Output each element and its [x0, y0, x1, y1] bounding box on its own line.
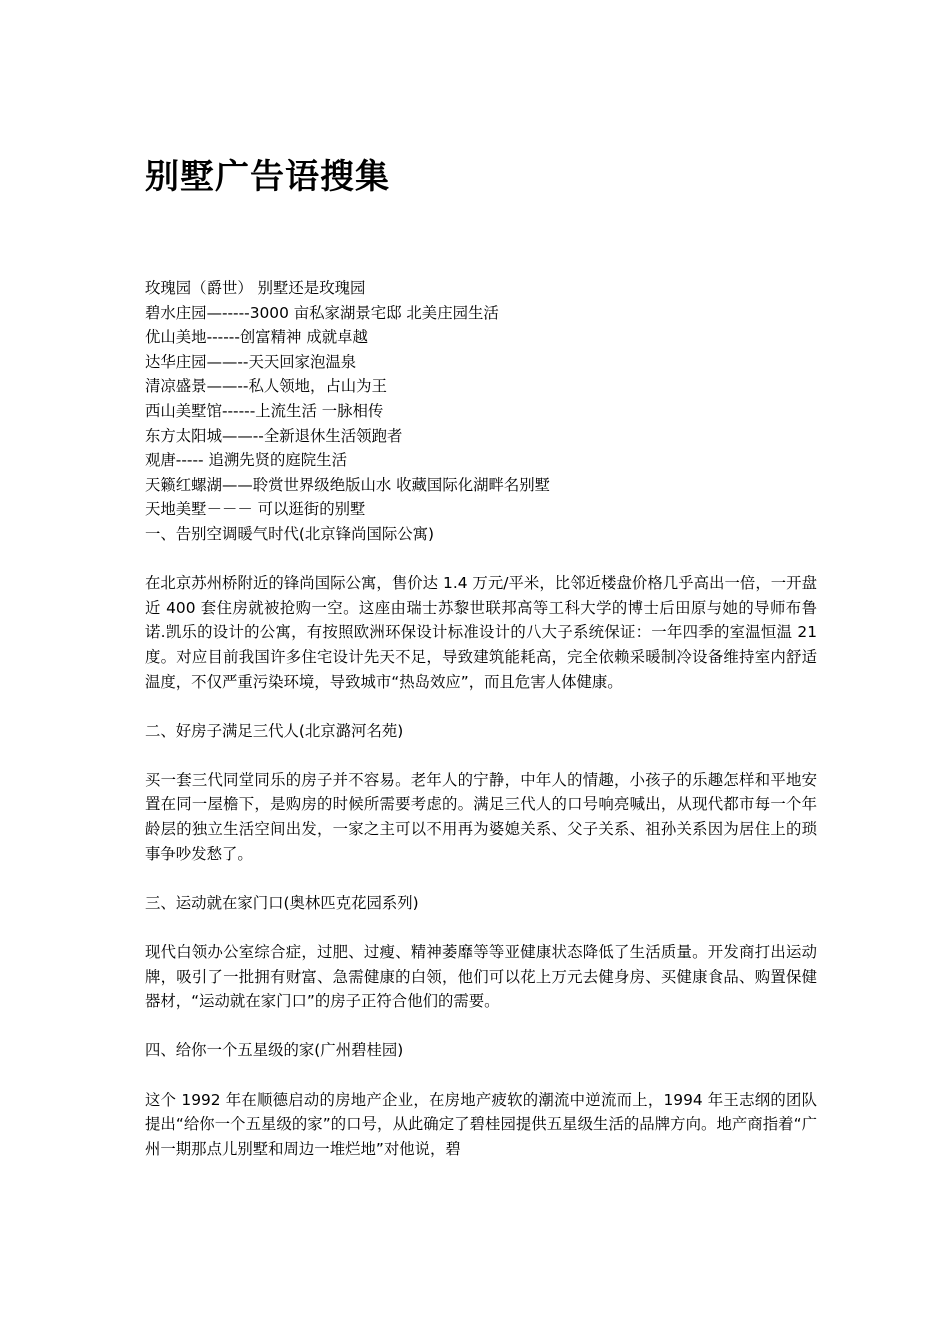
document-body [145, 276, 817, 1186]
slogan-line: 玫瑰园（爵世） 别墅还是玫瑰园 [145, 279, 366, 297]
document-title: 别墅广告语搜集 [145, 157, 390, 197]
slogan-line: 东方太阳城——--全新退休生活领跑者 [145, 426, 403, 445]
slogan-line: 西山美墅馆------上流生活 一脉相传 [145, 401, 384, 420]
slogan-line: 清凉盛景——--私人领地，占山为王 [145, 377, 387, 396]
section-heading: 二、好房子满足三代人(北京潞河名苑) [145, 721, 404, 740]
section-paragraph: 现代白领办公室综合症，过肥、过瘦、精神萎靡等等亚健康状态降低了生活质量。开发商打出运动牌，吸引了一批拥有财富、急需健康的白领，他们可以花上万元去健身房、买健康食品、购置保健器材，“运动就在家门口”的房子正符合他们的需要。 [145, 943, 817, 1011]
section-paragraph: 这个 1992 年在顺德启动的房地产企业，在房地产疲软的潮流中逆流而上，1994 年王志纲的团队提出“给你一个五星级的家”的口号，从此确定了碧桂园提供五星级生活的品牌方向。地产商指着“广州一期那点儿别墅和周边一堆烂地”对他说，碧 [145, 1090, 817, 1158]
section-heading: 三、运动就在家门口(奥林匹克花园系列) [145, 893, 419, 912]
section-paragraph: 买一套三代同堂同乐的房子并不容易。老年人的宁静，中年人的情趣，小孩子的乐趣怎样和平地安置在同一屋檐下，是购房的时候所需要考虑的。满足三代人的口号响亮喊出，从现代都市每一个年龄层的独立生活空间出发，一家之主可以不用再为婆媳关系、父子关系、祖孙关系因为居住上的琐事争吵发愁了。 [145, 770, 817, 863]
slogan-line: 碧水庄园—-----3000 亩私家湖景宅邸 北美庄园生活 [145, 303, 499, 322]
slogan-list [145, 276, 817, 522]
slogan-line: 天籁红螺湖——聆赏世界级绝版山水 收藏国际化湖畔名别墅 [145, 475, 551, 494]
section-heading: 一、告别空调暖气时代(北京锋尚国际公寓) [145, 524, 435, 543]
section-heading: 四、给你一个五星级的家(广州碧桂园) [145, 1041, 404, 1060]
section-paragraph: 在北京苏州桥附近的锋尚国际公寓，售价达 1.4 万元/平米，比邻近楼盘价格几乎高出一倍，一开盘近 400 套住房就被抢购一空。这座由瑞士苏黎世联邦高等工科大学的博士后田原与她的导师布鲁诺.凯乐的设计的公寓，有按照欧洲环保设计标准设计的八大子系统保证：一年四季的室温恒温 21 度。对应目前我国许多住宅设计先天不足，导致建筑能耗高，完全依赖采暖制冷设备维持室内舒适温度，不仅严重污染环境，导致城市“热岛效应”，而且危害人体健康。 [145, 574, 817, 691]
slogan-line: 达华庄园——--天天回家泡温泉 [145, 352, 357, 371]
slogan-line: 优山美地------创富精神 成就卓越 [145, 328, 368, 347]
slogan-line: 观唐----- 追溯先贤的庭院生活 [145, 451, 347, 470]
slogan-line: 天地美墅－－－ 可以逛街的别墅 [145, 500, 366, 519]
